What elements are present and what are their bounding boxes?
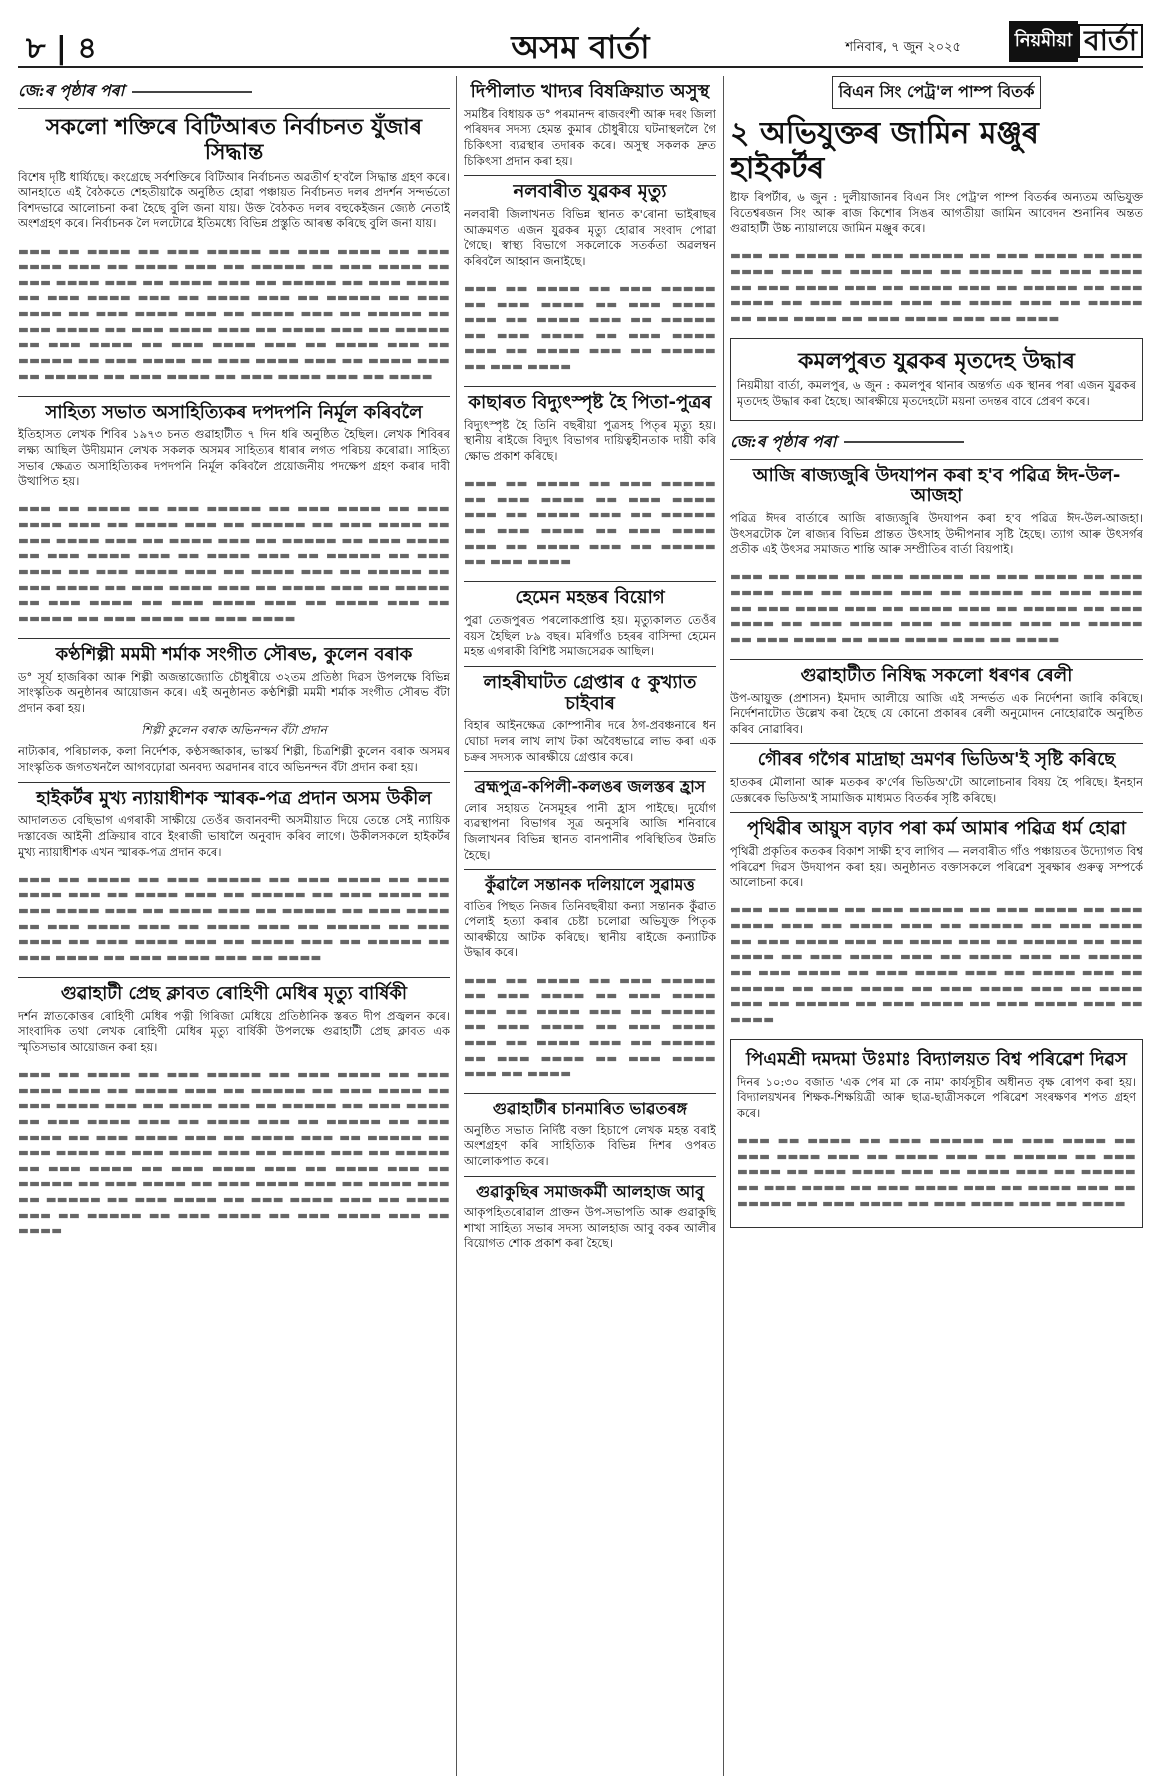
news-box: [730, 1039, 1143, 1228]
article-body: পৃথিৱী প্ৰকৃতিৰ কতকৰ বিকাশ সাক্ষী হ'ব লাগিব — নলবাৰীত গাঁও পঞ্চায়তৰ উদ্যোগত বিশ্ব পৰিৱেশ দিৱস উদযাপন কৰা হয়। অনুষ্ঠানত বক্তাসকলে পৰিৱেশ সুৰক্ষাৰ গুৰুত্ব সম্পৰ্কে আলোচনা কৰে।: [730, 844, 1143, 890]
column-right: [730, 76, 1143, 1776]
article-title: গুৱাহাটীত নিষিদ্ধ সকলো ধৰণৰ ৰেলী: [800, 664, 1073, 686]
article-title: গুৱাকুছিৰ সমাজকৰ্মী আলহাজ আবু: [476, 1181, 704, 1201]
article-title: পিএমশ্ৰী দমদমা উঃমাঃ বিদ্যালয়ত বিশ্ব পৰিৱেশ দিৱস: [746, 1048, 1127, 1070]
logo-part-2: বাৰ্তা: [1078, 24, 1143, 58]
article-body: পুৱা তেজপুৰত পৰলোকপ্ৰাপ্তি হয়। মৃত্যুকালত তেওঁৰ বয়স হৈছিল ৮৯ বছৰ। মৰিগাঁও চহৰৰ বাসিন্দা হেমেন মহন্ত এগৰাকী বিশিষ্ট সমাজসেৱক আছিল।: [464, 613, 716, 659]
article-body-filler: ▬▬▬ ▬▬ ▬▬▬▬ ▬▬ ▬▬▬ ▬▬▬▬▬ ▬▬ ▬▬▬ ▬▬▬▬ ▬▬ ▬▬▬ ▬▬▬▬ ▬▬▬ ▬▬ ▬▬▬▬ ▬▬▬ ▬▬ ▬▬▬▬▬ ▬▬ ▬▬▬ ▬▬▬▬ ▬▬ ▬▬▬ ▬▬▬▬ ▬▬▬ ▬▬ ▬▬▬▬ ▬▬▬ ▬▬ ▬▬▬▬▬ ▬▬ ▬▬▬ ▬▬▬▬ ▬▬ ▬▬▬ ▬▬▬▬ ▬▬▬ ▬▬ ▬▬▬▬ ▬▬▬ ▬▬ ▬▬▬▬▬ ▬▬ ▬▬▬ ▬▬▬▬ ▬▬ ▬▬▬ ▬▬▬▬ ▬▬▬ ▬▬ ▬▬▬▬: [730, 569, 1143, 646]
divider: [730, 812, 1143, 813]
divider: [18, 977, 450, 978]
article-body: ষ্টাফ ৰিপৰ্টাৰ, ৬ জুন : দুলীয়াজানৰ বিএন সিং পেট্ৰ'ল পাম্প বিতৰ্কৰ অন্যতম অভিযুক্ত বিতেশ্বৰজন সিং আৰু ৰাজ কিশোৰ সিঙৰ আগতীয়া জামিন আবেদন শুনানিৰ অন্তত গুৱাহাটী উচ্চ ন্যায়ালয়ে জামিন মঞ্জুৰ কৰে।: [730, 190, 1143, 236]
article-title: ব্ৰহ্মপুত্ৰ-কপিলী-কলঙৰ জলস্তৰ হ্ৰাস: [474, 777, 706, 797]
article-body: আদালতত বেছিভাগ এগৰাকী সাক্ষীয়ে তেওঁৰ জবানবন্দী অসমীয়াত দিয়ে তেন্তে সেই ন্যায়িক দস্তাবেজ আইনী প্ৰক্ৰিয়াৰ বাবে ইংৰাজী ভাষালৈ অনুবাদ কৰিব লাগে। উকীলসকলে হাইকৰ্টৰ মুখ্য ন্যায়াধীশক এখন স্মাৰক-পত্ৰ প্ৰদান কৰে।: [18, 813, 450, 859]
logo-part-1: নিয়মীয়া: [1009, 21, 1078, 62]
article-body: সমষ্টিৰ বিধায়ক ড° পৰমানন্দ ৰাজবংশী আৰু দৰং জিলা পৰিষদৰ সদস্য হেমন্ত কুমাৰ চৌধুৰীয়ে ঘটনাস্থললৈ গৈ চিকিৎসা ব্যৱস্থাৰ তদাৰক কৰে। অসুস্থ সকলক দ্ৰুত চিকিৎসা প্ৰদান কৰা হয়।: [464, 106, 716, 168]
article-body-filler: ▬▬▬ ▬▬ ▬▬▬▬ ▬▬ ▬▬▬ ▬▬▬▬▬ ▬▬ ▬▬▬ ▬▬▬▬ ▬▬ ▬▬▬ ▬▬▬▬ ▬▬▬ ▬▬ ▬▬▬▬ ▬▬▬ ▬▬ ▬▬▬▬▬ ▬▬ ▬▬▬ ▬▬▬▬ ▬▬ ▬▬▬ ▬▬▬▬ ▬▬▬ ▬▬ ▬▬▬▬ ▬▬▬ ▬▬ ▬▬▬▬▬ ▬▬ ▬▬▬ ▬▬▬▬: [464, 280, 716, 373]
column-rule: [723, 76, 724, 1776]
article-body: দিনৰ ১০:৩০ বজাত 'এক পেৰ মা কে নাম' কাৰ্যসূচীৰ অধীনত বৃক্ষ ৰোপণ কৰা হয়। বিদ্যালয়খনৰ শিক্ষক-শিক্ষয়িত্ৰী আৰু ছাত্ৰ-ছাত্ৰীসকলে পৰিৱেশ সংৰক্ষণৰ শপত গ্ৰহণ কৰে।: [737, 1074, 1136, 1120]
article-body-filler: ▬▬▬ ▬▬ ▬▬▬▬ ▬▬ ▬▬▬ ▬▬▬▬▬ ▬▬ ▬▬▬ ▬▬▬▬ ▬▬ ▬▬▬ ▬▬▬▬ ▬▬▬ ▬▬ ▬▬▬▬ ▬▬▬ ▬▬ ▬▬▬▬▬ ▬▬ ▬▬▬ ▬▬▬▬ ▬▬ ▬▬▬ ▬▬▬▬ ▬▬▬ ▬▬ ▬▬▬▬ ▬▬▬ ▬▬ ▬▬▬▬▬ ▬▬ ▬▬▬ ▬▬▬▬ ▬▬ ▬▬▬ ▬▬▬▬ ▬▬▬ ▬▬ ▬▬▬▬ ▬▬▬ ▬▬ ▬▬▬▬▬ ▬▬ ▬▬▬ ▬▬▬▬ ▬▬ ▬▬▬ ▬▬▬▬ ▬▬▬ ▬▬ ▬▬▬▬: [737, 1133, 1136, 1210]
article-title: আজি ৰাজ্যজুৰি উদযাপন কৰা হ'ব পৱিত্ৰ ঈদ-উল-আজহা: [752, 464, 1121, 507]
lead-headline: ২ অভিযুক্তৰ জামিন মঞ্জুৰ হাইকৰ্টৰ: [730, 116, 1039, 186]
article-title: দিপীলাত খাদ্যৰ বিষক্ৰিয়াত অসুস্থ: [470, 81, 710, 102]
divider: [18, 782, 450, 783]
divider: [464, 175, 716, 176]
page-number: ৮ | ৪: [26, 31, 97, 66]
divider: [464, 1176, 716, 1177]
article-body: দৰ্শন স্নাতকোত্তৰ ৰোহিণী মেধিৰ পত্নী গিৰিজা মেধিয়ে প্ৰতিষ্ঠানিক স্তৰত দীপ প্ৰজ্বলন কৰে। সাংবাদিক তথা লেখক ৰোহিণী মেধিৰ মৃত্যু বাৰ্ষিকী উপলক্ষে গুৱাহাটী প্ৰেছ ক্লাবত এক স্মৃতিসভাৰ আয়োজন কৰা হয়।: [18, 1008, 450, 1054]
article-body-filler: ▬▬▬ ▬▬ ▬▬▬▬ ▬▬ ▬▬▬ ▬▬▬▬▬ ▬▬ ▬▬▬ ▬▬▬▬ ▬▬ ▬▬▬ ▬▬▬▬ ▬▬▬ ▬▬ ▬▬▬▬ ▬▬▬ ▬▬ ▬▬▬▬▬ ▬▬ ▬▬▬ ▬▬▬▬ ▬▬ ▬▬▬ ▬▬▬▬ ▬▬▬ ▬▬ ▬▬▬▬ ▬▬▬ ▬▬ ▬▬▬▬▬ ▬▬ ▬▬▬ ▬▬▬▬: [464, 476, 716, 569]
article-body: নলবাৰী জিলাখনত বিভিন্ন স্থানত ক'ৰোনা ভাইৰাছৰ আক্ৰমণত এজন যুৱকৰ মৃত্যু হোৱাৰ সংবাদ পোৱা গৈছে। স্বাস্থ্য বিভাগে সকলোকে সতৰ্কতা অৱলম্বন কৰিবলৈ আহ্বান জনাইছে।: [464, 206, 716, 268]
divider: [730, 743, 1143, 744]
columns: [18, 76, 1143, 1776]
continued-label: জে:ৰ পৃষ্ঠাৰ পৰা: [730, 427, 1143, 460]
article-body: ড° সূৰ্য হাজৰিকা আৰু শিল্পী অজন্তাজ্যোতি চৌধুৰীয়ে ৩২তম প্ৰতিষ্ঠা দিৱস উপলক্ষে বিভিন্ন সাংস্কৃতিক অনুষ্ঠানৰ আয়োজন কৰে। এই অনুষ্ঠানত কণ্ঠশিল্পী মমমী শৰ্মাক সংগীত সৌৰভ বঁটা প্ৰদান কৰা হয়।: [18, 669, 450, 715]
article-body-filler: ▬▬▬ ▬▬ ▬▬▬▬ ▬▬ ▬▬▬ ▬▬▬▬▬ ▬▬ ▬▬▬ ▬▬▬▬ ▬▬ ▬▬▬ ▬▬▬▬ ▬▬▬ ▬▬ ▬▬▬▬ ▬▬▬ ▬▬ ▬▬▬▬▬ ▬▬ ▬▬▬ ▬▬▬▬ ▬▬ ▬▬▬ ▬▬▬▬ ▬▬▬ ▬▬ ▬▬▬▬ ▬▬▬ ▬▬ ▬▬▬▬▬ ▬▬ ▬▬▬ ▬▬▬▬ ▬▬ ▬▬▬ ▬▬▬▬ ▬▬▬ ▬▬ ▬▬▬▬ ▬▬▬ ▬▬ ▬▬▬▬▬ ▬▬ ▬▬▬ ▬▬▬▬ ▬▬ ▬▬▬ ▬▬▬▬ ▬▬▬ ▬▬ ▬▬▬▬: [730, 248, 1143, 325]
article-body: লোৰ সহায়ত নৈসমূহৰ পানী হ্ৰাস পাইছে। দুৰ্যোগ ব্যৱস্থাপনা বিভাগৰ সূত্ৰ অনুসৰি আজি শনিবাৰে জিলাখনৰ বিভিন্ন স্থানত বানপানীৰ পৰিস্থিতিৰ উন্নতি হৈছে।: [464, 800, 716, 862]
article-title: লাহৰীঘাটত গ্ৰেপ্তাৰ ৫ কুখ্যাত চাইবাৰ: [483, 672, 697, 714]
article-subheading: শিল্পী কুলেন বৰাক অভিনন্দন বঁটা প্ৰদান: [141, 723, 327, 738]
article-title: পৃথিৱীৰ আয়ুস বঢ়াব পৰা কৰ্ম আমাৰ পৱিত্ৰ ধৰ্ম হোৱা: [747, 818, 1126, 840]
article-body-filler: ▬▬▬ ▬▬ ▬▬▬▬ ▬▬ ▬▬▬ ▬▬▬▬▬ ▬▬ ▬▬▬ ▬▬▬▬ ▬▬ ▬▬▬ ▬▬▬▬ ▬▬▬ ▬▬ ▬▬▬▬ ▬▬▬ ▬▬ ▬▬▬▬▬ ▬▬ ▬▬▬ ▬▬▬▬ ▬▬ ▬▬▬ ▬▬▬▬ ▬▬▬ ▬▬ ▬▬▬▬ ▬▬▬ ▬▬ ▬▬▬▬▬ ▬▬ ▬▬▬ ▬▬▬▬ ▬▬ ▬▬▬ ▬▬▬▬ ▬▬▬ ▬▬ ▬▬▬▬ ▬▬▬ ▬▬ ▬▬▬▬▬ ▬▬ ▬▬▬ ▬▬▬▬ ▬▬ ▬▬▬ ▬▬▬▬ ▬▬▬ ▬▬ ▬▬▬▬ ▬▬▬ ▬▬ ▬▬▬▬▬ ▬▬ ▬▬▬ ▬▬▬▬ ▬▬ ▬▬▬ ▬▬▬▬ ▬▬▬ ▬▬ ▬▬▬▬ ▬▬▬ ▬▬ ▬▬▬▬▬ ▬▬ ▬▬▬ ▬▬▬▬ ▬▬ ▬▬▬ ▬▬▬▬ ▬▬▬ ▬▬ ▬▬▬▬ ▬▬▬ ▬▬ ▬▬▬▬▬ ▬▬ ▬▬▬ ▬▬▬▬ ▬▬ ▬▬▬ ▬▬▬▬: [18, 501, 450, 625]
divider: [464, 869, 716, 870]
article-body: বিশেষ দৃষ্টি ধাৰ্য্যিছে। কংগ্ৰেছে সৰ্বশক্তিৰে বিটিআৰ নিৰ্বাচনত অৱতীৰ্ণ হ'বলৈ সিদ্ধান্ত গ্ৰহণ কৰে। আনহাতে এই বৈঠকতে শেহতীয়াকৈ অনুষ্ঠিত হোৱা পঞ্চায়ত নিৰ্বাচনত দলৰ প্ৰদৰ্শন সন্দৰ্ভতো বিশদভাৱে আলোচনা কৰা হৈছে বুলি জনা যায়। উক্ত বৈঠকত দলৰ বহুকেইজন জ্যেষ্ঠ নেতাই অংশগ্ৰহণ কৰে। নিৰ্বাচনক লৈ দলটোৱে ইতিমধ্যে বিভিন্ন প্ৰস্তুতি আৰম্ভ কৰিছে বুলি জনা যায়।: [18, 169, 450, 231]
news-box: [730, 338, 1143, 421]
divider: [464, 771, 716, 772]
divider: [18, 396, 450, 397]
divider: [464, 666, 716, 667]
article-body: বিদ্যুৎস্পৃষ্ট হৈ তিনি বছৰীয়া পুত্ৰসহ পিতৃৰ মৃত্যু হয়। স্থানীয় ৰাইজে বিদ্যুৎ বিভাগৰ দায়িত্বহীনতাক দায়ী কৰি ক্ষোভ প্ৰকাশ কৰিছে।: [464, 417, 716, 464]
article-body-filler: ▬▬▬ ▬▬ ▬▬▬▬ ▬▬ ▬▬▬ ▬▬▬▬▬ ▬▬ ▬▬▬ ▬▬▬▬ ▬▬ ▬▬▬ ▬▬▬▬ ▬▬▬ ▬▬ ▬▬▬▬ ▬▬▬ ▬▬ ▬▬▬▬▬ ▬▬ ▬▬▬ ▬▬▬▬ ▬▬ ▬▬▬ ▬▬▬▬ ▬▬▬ ▬▬ ▬▬▬▬ ▬▬▬ ▬▬ ▬▬▬▬▬ ▬▬ ▬▬▬ ▬▬▬▬ ▬▬ ▬▬▬ ▬▬▬▬ ▬▬▬ ▬▬ ▬▬▬▬ ▬▬▬ ▬▬ ▬▬▬▬▬ ▬▬ ▬▬▬ ▬▬▬▬ ▬▬ ▬▬▬ ▬▬▬▬ ▬▬▬ ▬▬ ▬▬▬▬ ▬▬▬ ▬▬ ▬▬▬▬▬ ▬▬ ▬▬▬ ▬▬▬▬ ▬▬ ▬▬▬ ▬▬▬▬ ▬▬▬ ▬▬ ▬▬▬▬ ▬▬▬ ▬▬ ▬▬▬▬▬ ▬▬ ▬▬▬ ▬▬▬▬ ▬▬ ▬▬▬ ▬▬▬▬ ▬▬▬ ▬▬ ▬▬▬▬: [730, 902, 1143, 1026]
logo: [1009, 24, 1143, 58]
article-body-filler: ▬▬▬ ▬▬ ▬▬▬▬ ▬▬ ▬▬▬ ▬▬▬▬▬ ▬▬ ▬▬▬ ▬▬▬▬ ▬▬ ▬▬▬ ▬▬▬▬ ▬▬▬ ▬▬ ▬▬▬▬ ▬▬▬ ▬▬ ▬▬▬▬▬ ▬▬ ▬▬▬ ▬▬▬▬ ▬▬ ▬▬▬ ▬▬▬▬ ▬▬▬ ▬▬ ▬▬▬▬ ▬▬▬ ▬▬ ▬▬▬▬▬ ▬▬ ▬▬▬ ▬▬▬▬ ▬▬ ▬▬▬ ▬▬▬▬ ▬▬▬ ▬▬ ▬▬▬▬: [464, 972, 716, 1081]
article-title: সকলো শক্তিৰে বিটিআৰত নিৰ্বাচনত যুঁজাৰ সিদ্ধান্ত: [45, 115, 423, 166]
article-title: নলবাৰীত যুৱকৰ মৃত্যু: [513, 181, 667, 203]
article-title: গুৱাহাটীৰ চানমাৰিত ভাৱতৰঙ্গ: [492, 1099, 688, 1119]
article-title: গৌৰৰ গগৈৰ মাদ্ৰাছা ভ্ৰমণৰ ভিডিঅ'ই সৃষ্টি কৰিছে: [757, 749, 1116, 771]
divider: [464, 386, 716, 387]
story-kicker: বিএন সিং পেট্ৰ'ল পাম্প বিতৰ্ক: [832, 76, 1042, 109]
article-title: হাইকৰ্টৰ মুখ্য ন্যায়াধীশক স্মাৰক-পত্ৰ প্ৰদান অসম উকীল: [36, 787, 432, 809]
article-body: নিয়মীয়া বাৰ্তা, কমলপুৰ, ৬ জুন : কমলপুৰ থানাৰ অন্তৰ্গত এক স্থানৰ পৰা এজন যুৱকৰ মৃতদেহ উদ্ধাৰ কৰা হৈছে। আৰক্ষীয়ে মৃতদেহটো ময়না তদন্তৰ বাবে প্ৰেৰণ কৰে।: [737, 378, 1136, 408]
column-rule: [456, 76, 457, 1776]
column-middle: [464, 76, 716, 1776]
article-title: কমলপুৰত যুৱকৰ মৃতদেহ উদ্ধাৰ: [798, 349, 1075, 374]
article-body: নাট্যকাৰ, পৰিচালক, কলা নিৰ্দেশক, কণ্ঠসজ্জাকাৰ, ভাস্কৰ্য শিল্পী, চিত্ৰশিল্পী কুলেন বৰাক অসমৰ সাংস্কৃতিক জগতখনলৈ আগবঢ়োৱা অনবদ্য অৱদানৰ বাবে অভিনন্দন বঁটা প্ৰদান কৰা হয়।: [18, 744, 450, 775]
divider: [464, 1093, 716, 1094]
article-body: বাতিৰ পিছত নিজৰ তিনিবছৰীয়া কন্যা সন্তানক কুঁৱাত পেলাই হত্যা কৰাৰ চেষ্টা চলোৱা অভিযুক্ত পিতৃক আৰক্ষীয়ে আটক কৰিছে। স্থানীয় ৰাইজে কন্যাটিক উদ্ধাৰ কৰে।: [464, 898, 716, 960]
article-title: কণ্ঠশিল্পী মমমী শৰ্মাক সংগীত সৌৰভ, কুলেন বৰাক: [55, 643, 413, 665]
divider: [464, 581, 716, 582]
article-body: অনুষ্ঠিত সভাত নির্দিষ্ট বক্তা হিচাপে লেখক মহন্ত বৰাই অংশগ্ৰহণ কৰি সাহিত্যিক বিভিন্ন দিশৰ ওপৰত আলোকপাত কৰে।: [464, 1122, 716, 1169]
article-body: বিহাৰ আইনক্ষেত্ৰ কোম্পানীৰ দৰে ঠগ-প্ৰবঞ্চনাৰে ধন ঘোচা দলৰ লাখ লাখ টকা অবৈধভাৱে লাভ কৰা এক চক্ৰৰ সদস্যক আৰক্ষীয়ে গ্ৰেপ্তাৰ কৰে।: [464, 718, 716, 764]
continued-label: জে:ৰ পৃষ্ঠাৰ পৰা: [18, 76, 450, 109]
article-title: কুঁৱালৈ সন্তানক দলিয়ালে সুৱামত্ত: [485, 875, 695, 895]
article-body: উপ-আয়ুক্ত (প্ৰশাসন) ইমদাদ আলীয়ে আজি এই সন্দৰ্ভত এক নিৰ্দেশনা জাৰি কৰিছে। নিৰ্দেশনাটোত উল্লেখ কৰা হৈছে যে কোনো প্ৰকাৰৰ ৰেলী অনুমোদন নোহোৱাকৈ অনুষ্ঠিত কৰিব নোৱাৰিব।: [730, 690, 1143, 736]
article-title: কাছাৰত বিদ্যুৎস্পৃষ্ট হৈ পিতা-পুত্ৰৰ: [468, 392, 712, 414]
article-body: আকৃপহিতৰোৱাল প্ৰাক্তন উপ-সভাপতি আৰু গুৱাকুছি শাখা সাহিত্য সভাৰ সদস্য আলহাজ আবু বকৰ আলীৰ বিয়োগত শোক প্ৰকাশ কৰা হৈছে।: [464, 1205, 716, 1251]
article-body-filler: ▬▬▬ ▬▬ ▬▬▬▬ ▬▬ ▬▬▬ ▬▬▬▬▬ ▬▬ ▬▬▬ ▬▬▬▬ ▬▬ ▬▬▬ ▬▬▬▬ ▬▬▬ ▬▬ ▬▬▬▬ ▬▬▬ ▬▬ ▬▬▬▬▬ ▬▬ ▬▬▬ ▬▬▬▬ ▬▬ ▬▬▬ ▬▬▬▬ ▬▬▬ ▬▬ ▬▬▬▬ ▬▬▬ ▬▬ ▬▬▬▬▬ ▬▬ ▬▬▬ ▬▬▬▬ ▬▬ ▬▬▬ ▬▬▬▬ ▬▬▬ ▬▬ ▬▬▬▬ ▬▬▬ ▬▬ ▬▬▬▬▬ ▬▬ ▬▬▬ ▬▬▬▬ ▬▬ ▬▬▬ ▬▬▬▬ ▬▬▬ ▬▬ ▬▬▬▬ ▬▬▬ ▬▬ ▬▬▬▬▬ ▬▬ ▬▬▬ ▬▬▬▬ ▬▬ ▬▬▬ ▬▬▬▬ ▬▬▬ ▬▬ ▬▬▬▬ ▬▬▬ ▬▬ ▬▬▬▬▬ ▬▬ ▬▬▬ ▬▬▬▬ ▬▬ ▬▬▬ ▬▬▬▬ ▬▬▬ ▬▬ ▬▬▬▬ ▬▬▬ ▬▬ ▬▬▬▬▬ ▬▬ ▬▬▬ ▬▬▬▬ ▬▬ ▬▬▬ ▬▬▬▬ ▬▬▬ ▬▬ ▬▬▬▬ ▬▬▬ ▬▬ ▬▬▬▬▬ ▬▬ ▬▬▬ ▬▬▬▬ ▬▬ ▬▬▬ ▬▬▬▬ ▬▬▬ ▬▬ ▬▬▬▬: [18, 243, 450, 383]
article-body-filler: ▬▬▬ ▬▬ ▬▬▬▬ ▬▬ ▬▬▬ ▬▬▬▬▬ ▬▬ ▬▬▬ ▬▬▬▬ ▬▬ ▬▬▬ ▬▬▬▬ ▬▬▬ ▬▬ ▬▬▬▬ ▬▬▬ ▬▬ ▬▬▬▬▬ ▬▬ ▬▬▬ ▬▬▬▬ ▬▬ ▬▬▬ ▬▬▬▬ ▬▬▬ ▬▬ ▬▬▬▬ ▬▬▬ ▬▬ ▬▬▬▬▬ ▬▬ ▬▬▬ ▬▬▬▬ ▬▬ ▬▬▬ ▬▬▬▬ ▬▬▬ ▬▬ ▬▬▬▬ ▬▬▬ ▬▬ ▬▬▬▬▬ ▬▬ ▬▬▬ ▬▬▬▬ ▬▬ ▬▬▬ ▬▬▬▬ ▬▬▬ ▬▬ ▬▬▬▬ ▬▬▬ ▬▬ ▬▬▬▬▬ ▬▬ ▬▬▬ ▬▬▬▬ ▬▬ ▬▬▬ ▬▬▬▬ ▬▬▬ ▬▬ ▬▬▬▬ ▬▬▬ ▬▬ ▬▬▬▬▬ ▬▬ ▬▬▬ ▬▬▬▬ ▬▬ ▬▬▬ ▬▬▬▬ ▬▬▬ ▬▬ ▬▬▬▬ ▬▬▬ ▬▬ ▬▬▬▬▬ ▬▬ ▬▬▬ ▬▬▬▬ ▬▬ ▬▬▬ ▬▬▬▬ ▬▬▬ ▬▬ ▬▬▬▬ ▬▬▬ ▬▬ ▬▬▬▬▬ ▬▬ ▬▬▬ ▬▬▬▬ ▬▬ ▬▬▬ ▬▬▬▬ ▬▬▬ ▬▬ ▬▬▬▬ ▬▬▬ ▬▬ ▬▬▬▬▬ ▬▬ ▬▬▬ ▬▬▬▬ ▬▬ ▬▬▬ ▬▬▬▬ ▬▬▬ ▬▬ ▬▬▬▬: [18, 1067, 450, 1238]
paper-title: অসম বাৰ্তা: [511, 28, 650, 66]
column-left: [18, 76, 450, 1776]
divider: [730, 659, 1143, 660]
article-title: হেমেন মহন্তৰ বিয়োগ: [515, 587, 665, 609]
article-body: ইতিহাসত লেখক শিবিৰ ১৯৭৩ চনত গুৱাহাটীত ৭ দিন ধৰি অনুষ্ঠিত হৈছিল। লেখক শিবিৰৰ লক্ষ্য আছিল উদীয়মান লেখক সকলক অসমৰ সাহিত্যৰ ধাৰাৰ লগত পৰিচয় কৰোৱা। সাহিত্য সভাৰ ক্ষেত্ৰত অসাহিত্যিকৰ দপদপনি নিৰ্মূল কৰিবলৈ প্ৰয়োজনীয় পদক্ষেপ গ্ৰহণ কৰাৰ দাবী উত্থাপিত হয়।: [18, 427, 450, 489]
divider: [18, 638, 450, 639]
article-body-filler: ▬▬▬ ▬▬ ▬▬▬▬ ▬▬ ▬▬▬ ▬▬▬▬▬ ▬▬ ▬▬▬ ▬▬▬▬ ▬▬ ▬▬▬ ▬▬▬▬ ▬▬▬ ▬▬ ▬▬▬▬ ▬▬▬ ▬▬ ▬▬▬▬▬ ▬▬ ▬▬▬ ▬▬▬▬ ▬▬ ▬▬▬ ▬▬▬▬ ▬▬▬ ▬▬ ▬▬▬▬ ▬▬▬ ▬▬ ▬▬▬▬▬ ▬▬ ▬▬▬ ▬▬▬▬ ▬▬ ▬▬▬ ▬▬▬▬ ▬▬▬ ▬▬ ▬▬▬▬ ▬▬▬ ▬▬ ▬▬▬▬▬ ▬▬ ▬▬▬ ▬▬▬▬ ▬▬ ▬▬▬ ▬▬▬▬ ▬▬▬ ▬▬ ▬▬▬▬ ▬▬▬ ▬▬ ▬▬▬▬▬ ▬▬ ▬▬▬ ▬▬▬▬ ▬▬ ▬▬▬ ▬▬▬▬ ▬▬▬ ▬▬ ▬▬▬▬: [18, 871, 450, 964]
article-title: সাহিত্য সভাত অসাহিত্যিকৰ দপদপনি নিৰ্মূল কৰিবলৈ: [45, 401, 423, 423]
issue-date: শনিবাৰ, ৭ জুন ২০২৫: [845, 40, 961, 55]
article-body: হাতকৰ মৌলানা আৰু মতকৰ ক'ৰ্ণেৰ ভিডিঅ'টো আলোচনাৰ বিষয় হৈ পৰিছে। ইনহান ডেক্সৰেক ভিডিঅ'ই সামাজিক মাধ্যমত বিতৰ্কৰ সৃষ্টি কৰিছে।: [730, 775, 1143, 805]
article-body: পৱিত্ৰ ঈদৰ বাৰ্তাৰে আজি ৰাজ্যজুৰি উদযাপন কৰা হ'ব পৱিত্ৰ ঈদ-উল-আজহা। উৎসৱটোক লৈ ৰাজ্যৰ বিভিন্ন প্ৰান্তত উৎসাহ উদ্দীপনাৰ সৃষ্টি হৈছে। ত্যাগ আৰু উৎসৰ্গৰ প্ৰতীক এই উৎসৱ সমাজত শান্তি আৰু সম্প্ৰীতিৰ বাৰ্তা বিয়পাই।: [730, 510, 1143, 557]
article-title: গুৱাহাটী প্ৰেছ ক্লাবত ৰোহিণী মেধিৰ মৃত্যু বাৰ্ষিকী: [60, 983, 408, 1005]
masthead: [18, 18, 1143, 68]
